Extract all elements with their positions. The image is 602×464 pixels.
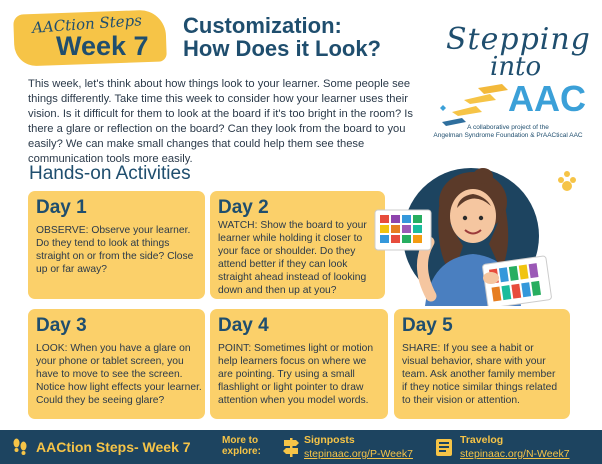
book-icon xyxy=(434,436,454,458)
day-card-3 xyxy=(28,309,205,419)
page-title xyxy=(183,14,381,60)
day-card-text: POINT: Sometimes light or motion help learners focus on where we are pointing. Try using a small flashlight or light pointer to draw attention when you model words. xyxy=(218,343,374,406)
day-card-text: SHARE: If you see a habit or visual behavior, share with your team. Ask another family member if they notice similar things related to their vision or attention. xyxy=(402,343,558,406)
day-card-title: Day 5 xyxy=(402,315,453,336)
footprints-icon xyxy=(12,438,28,456)
logo-aac: AAC xyxy=(508,78,586,119)
footer-title: AACtion Steps- Week 7 xyxy=(36,439,191,455)
day-card-4 xyxy=(210,309,388,419)
footer-bar xyxy=(0,430,602,464)
logo-caption xyxy=(424,124,592,140)
stepping-into-aac-logo xyxy=(424,12,592,150)
day-card-title: Day 1 xyxy=(36,197,87,218)
badge-subtitle: AACtion Steps xyxy=(31,11,143,37)
day-card-title: Day 2 xyxy=(218,197,269,218)
day-card-1 xyxy=(28,191,205,299)
steps-icon xyxy=(438,82,514,126)
logo-caption-line-2: Angelman Syndrome Foundation & PrAACtical AAC xyxy=(433,132,583,139)
day-card-text: LOOK: When you have a glare on your phone or tablet screen, you have to move to see the screen. Notice how light effects your learner. Could they be seeing glare? xyxy=(36,343,202,406)
day-card-title: Day 4 xyxy=(218,315,269,336)
pinwheel-icon xyxy=(558,171,576,191)
travelog-link[interactable]: stepinaac.org/N-Week7 xyxy=(460,448,570,460)
title-line-2: How Does it Look? xyxy=(183,36,381,61)
logo-line-1: Stepping xyxy=(446,22,591,57)
more-to-explore-label xyxy=(222,435,261,457)
travelog-label: Travelog xyxy=(460,434,504,446)
more-line-1: More to xyxy=(222,435,259,446)
signpost-icon xyxy=(282,436,300,458)
title-line-1: Customization: xyxy=(183,13,342,38)
signposts-link[interactable]: stepinaac.org/P-Week7 xyxy=(304,448,413,460)
logo-caption-line-1: A collaborative project of the xyxy=(467,124,549,131)
intro-paragraph: This week, let's think about how things look to your learner. Some people see things differently. Take time this week to consider how your learner uses their vision. Is it difficult for them to look at the board if it's too bright in the room? Is there a glare or reflection on the board? Can they look from the board to you easily? We can make small changes that could help them see these communication tools more easily. xyxy=(28,78,413,165)
logo-line-2: into xyxy=(490,52,542,82)
badge-week: Week 7 xyxy=(56,31,149,61)
section-title: Hands-on Activities xyxy=(29,163,191,184)
signposts-label: Signposts xyxy=(304,434,355,446)
more-line-2: explore: xyxy=(222,446,261,457)
day-card-text: WATCH: Show the board to your learner while holding it closer to your face or shoulder. Do they attend better if they can look straight ahead instead of looking down and then up at you? xyxy=(218,220,367,296)
day-card-text: OBSERVE: Observe your learner. Do they tend to look at things straight on or from the side? Close up or far away? xyxy=(36,225,194,275)
day-card-5 xyxy=(394,309,570,419)
day-card-title: Day 3 xyxy=(36,315,87,336)
week-badge xyxy=(14,12,166,64)
woman-with-boards-illustration xyxy=(355,166,593,306)
